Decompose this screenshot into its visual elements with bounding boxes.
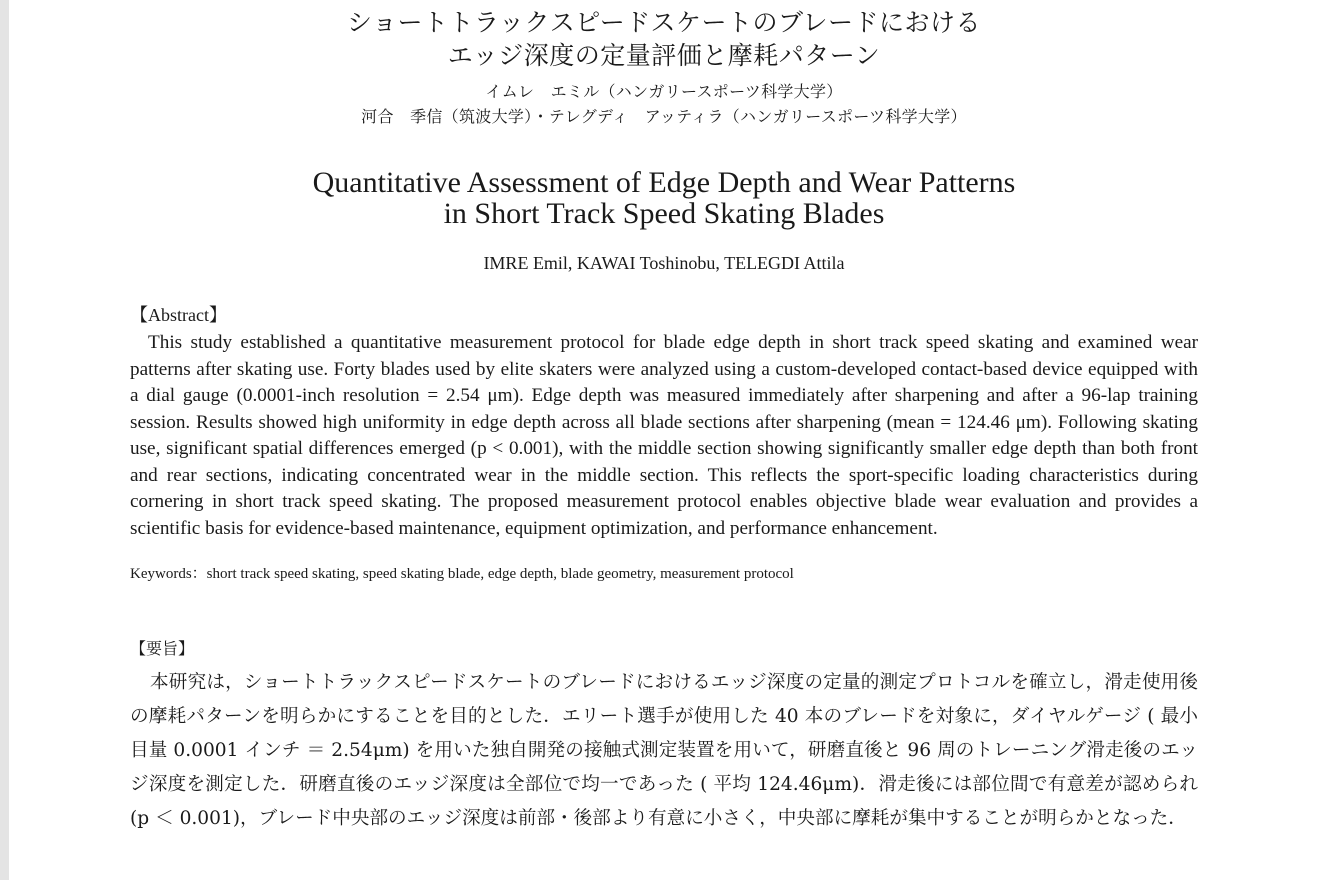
english-title-line-1: Quantitative Assessment of Edge Depth and Wear Patterns bbox=[312, 166, 1016, 199]
keywords: Keywords：short track speed skating, speed skating blade, edge depth, blade geometry, measurement protocol bbox=[130, 566, 794, 582]
japanese-authors-line-1: イムレ エミル（ハンガリースポーツ科学大学） bbox=[485, 82, 843, 101]
english-title bbox=[130, 167, 1198, 229]
english-authors: IMRE Emil, KAWAI Toshinobu, TELEGDI Attila bbox=[483, 253, 845, 273]
japanese-title-line-2: エッジ深度の定量評価と摩耗パターン bbox=[447, 41, 881, 70]
english-title-line-2: in Short Track Speed Skating Blades bbox=[443, 197, 885, 230]
paper-page bbox=[130, 0, 1198, 880]
japanese-title bbox=[130, 0, 1198, 72]
viewer-left-edge bbox=[0, 0, 9, 880]
japanese-authors bbox=[130, 79, 1198, 129]
summary-heading: 【要旨】 bbox=[130, 639, 195, 658]
summary-body: 本研究は，ショートトラックスピードスケートのブレードにおけるエッジ深度の定量的測定プロトコルを確立し，滑走使用後の摩耗パターンを明らかにすることを目的とした．エリート選手が使用した 40 本のブレードを対象に，ダイヤルゲージ ( 最小目量 0.0001 インチ ＝ 2.54μm) を用いた独自開発の接触式測定装置を用いて，研磨直後と 96 周のトレーニング滑走後のエッジ深度を測定した．研磨直後のエッジ深度は全部位で均一であった ( 平均 124.46μm)．滑走後には部位間で有意差が認められ (p ＜ 0.001)，ブレード中央部のエッジ深度は前部・後部より有意に小さく，中央部に摩耗が集中することが明らかとなった． bbox=[130, 672, 1198, 829]
japanese-authors-line-2: 河合 季信（筑波大学）・テレグディ アッティラ（ハンガリースポーツ科学大学） bbox=[361, 107, 967, 126]
abstract-heading: 【Abstract】 bbox=[130, 305, 227, 325]
japanese-title-line-1: ショートトラックスピードスケートのブレードにおける bbox=[346, 8, 981, 37]
abstract-body: This study established a quantitative measurement protocol for blade edge depth in short track speed skating and examined wear patterns after skating use. Forty blades used by elite skaters were analyzed using a custom-developed contact-based device equipped with a dial gauge (0.0001-inch resolution = 2.54 μm). Edge depth was measured immediately after sharpening and after a 96-lap training session. Results showed high uniformity in edge depth across all blade sections after sharpening (mean = 124.46 μm). Following skating use, significant spatial differences emerged (p < 0.001), with the middle section showing significantly smaller edge depth than both front and rear sections, indicating concentrated wear in the middle section. This reflects the sport-specific loading characteristics during cornering in short track speed skating. The proposed measurement protocol enables objective blade wear evaluation and provides a scientific basis for evidence-based maintenance, equipment optimization, and performance enhancement. bbox=[130, 332, 1198, 539]
